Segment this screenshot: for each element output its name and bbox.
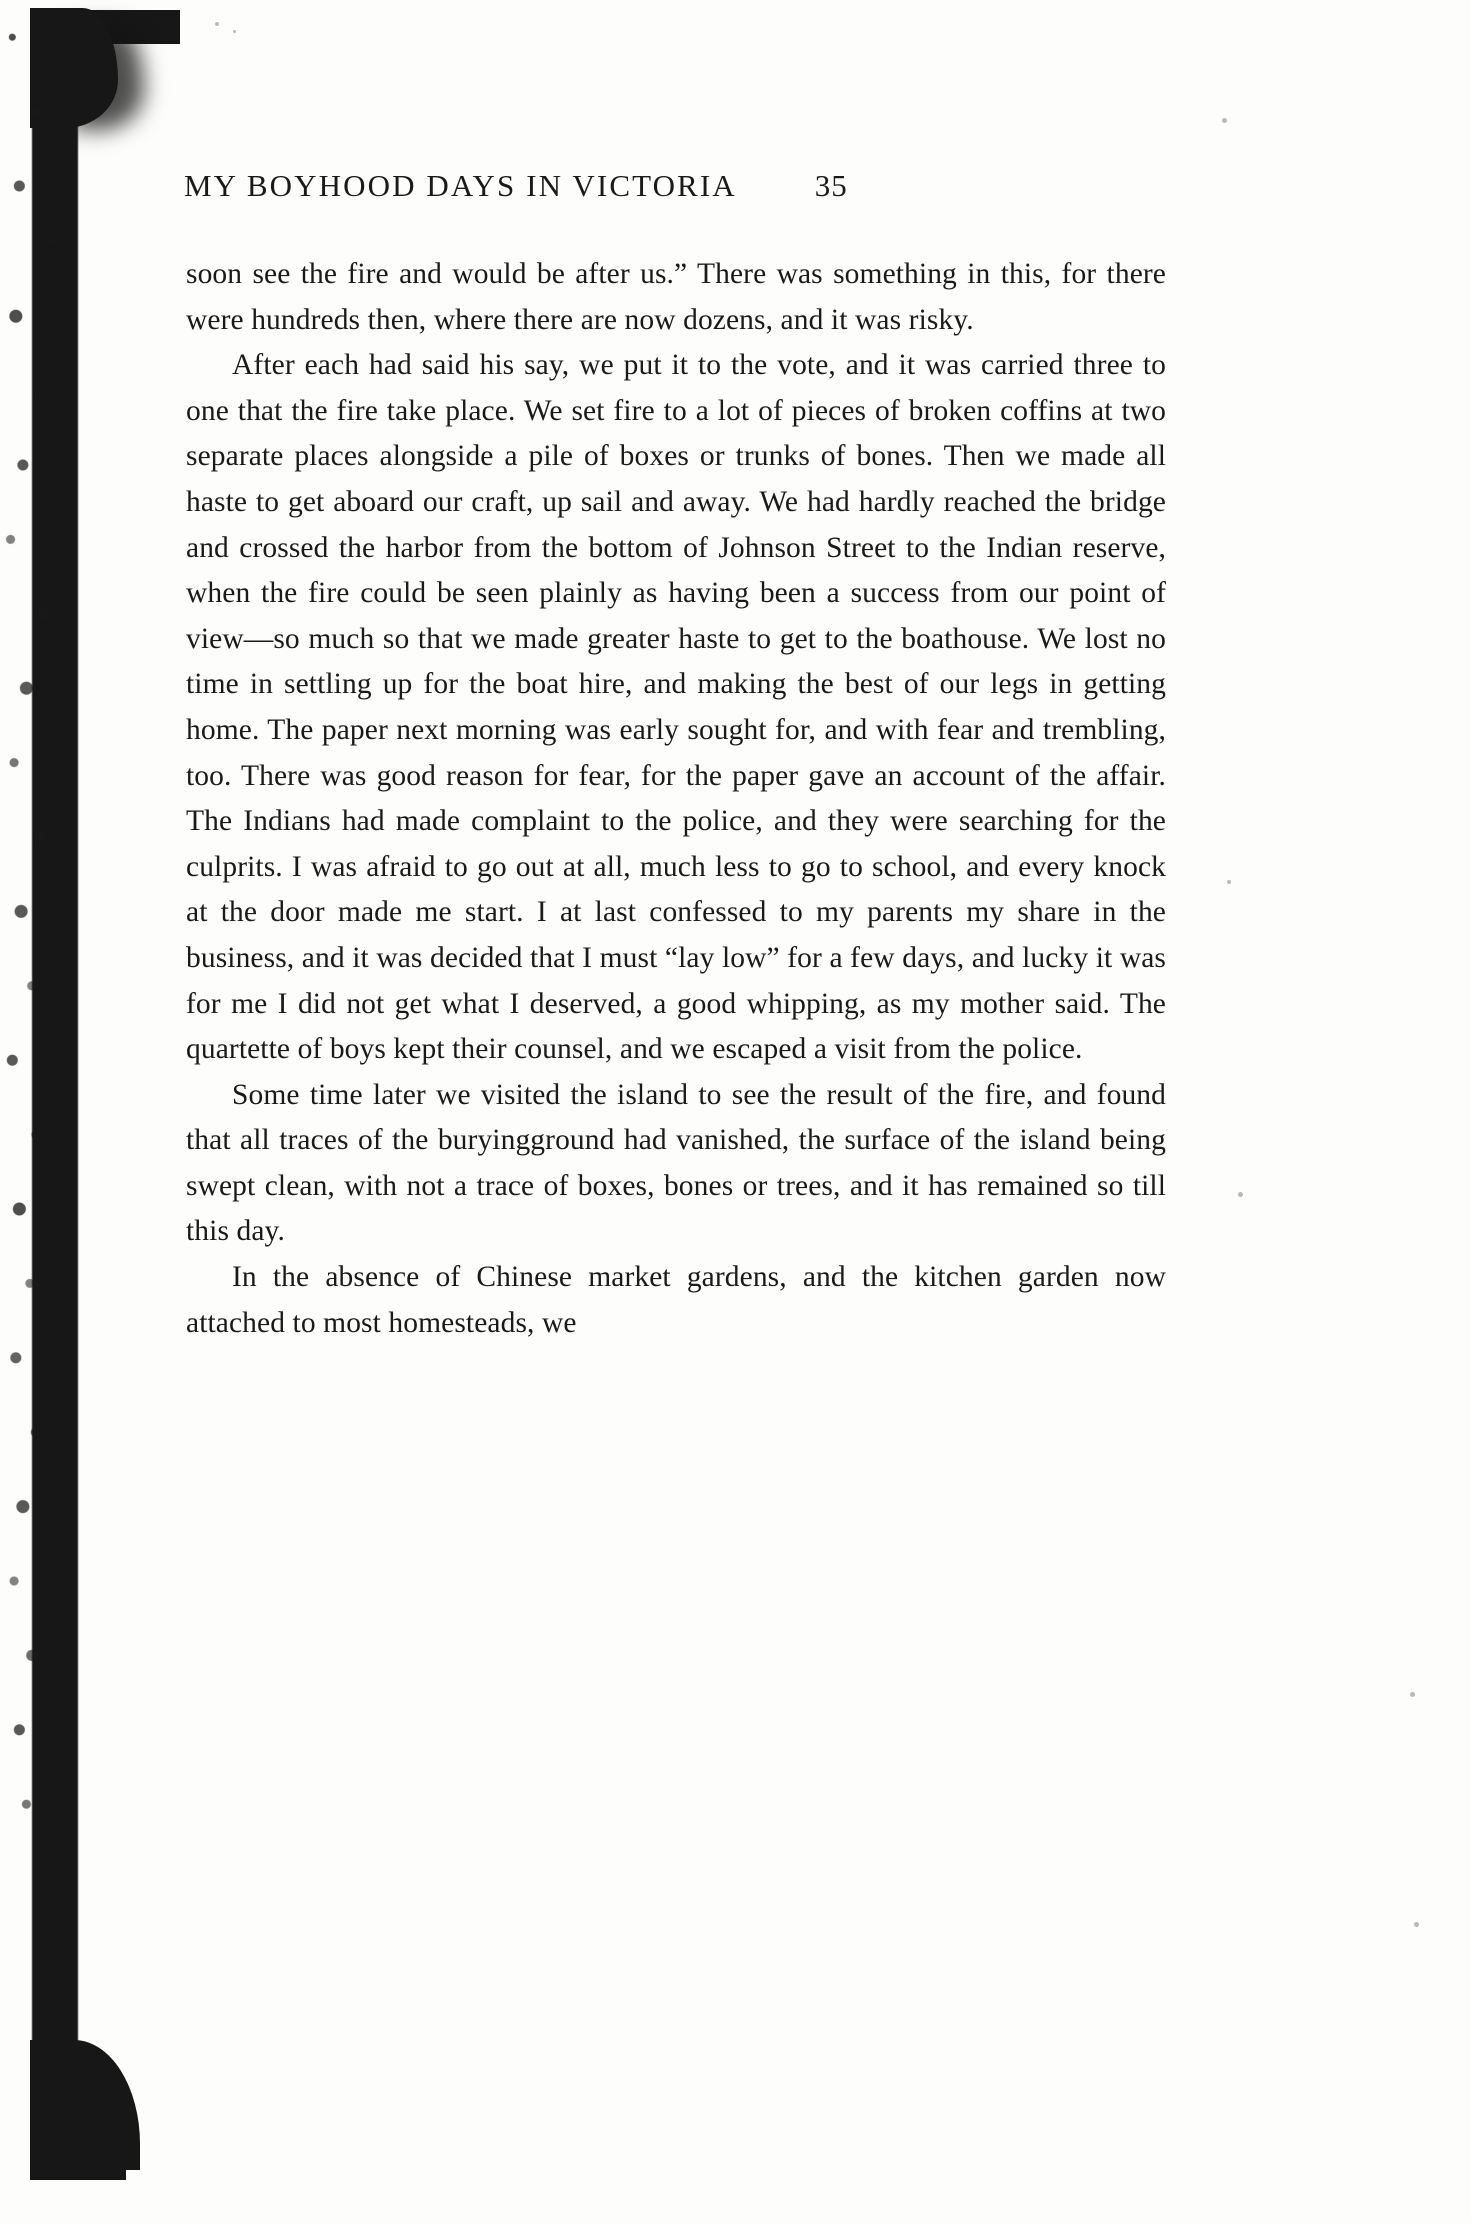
paragraph: In the absence of Chinese market gardens, and the kitchen garden now attached to most homesteads, we bbox=[186, 1261, 1166, 1339]
running-head bbox=[184, 168, 1194, 204]
scan-edge-bottom-bar bbox=[30, 2140, 126, 2180]
paragraph: After each had said his say, we put it to the vote, and it was carried three to one that the fire take place. We set fire to a lot of pieces of broken coffins at two separate places alongside a pile of boxes or trunks of bones. Then we made all haste to get aboard our craft, up sail and away. We had hardly reached the bridge and crossed the harbor from the bottom of Johnson Street to the Indian reserve, when the fire could be seen plainly as having been a success from our point of view—so much so that we made greater haste to get to the boathouse. We lost no time in settling up for the boat hire, and making the best of our legs in getting home. The paper next morning was early sought for, and with fear and trembling, too. There was good reason for fear, for the paper gave an account of the affair. The Indians had made complaint to the police, and they were searching for the culprits. I was afraid to go out at all, much less to go to school, and every knock at the door made me start. I at last confessed to my parents my share in the business, and it was decided that I must “lay low” for a few days, and lucky it was for me I did not get what I deserved, a good whipping, as my mother said. The quartette of boys kept their counsel, and we escaped a visit from the police. bbox=[186, 349, 1166, 1066]
scan-speck bbox=[1227, 880, 1231, 884]
scan-speck bbox=[1410, 1692, 1415, 1697]
body-text bbox=[186, 252, 1166, 1346]
paragraph: soon see the fire and would be after us.” There was something in this, for there were hundreds then, where there are now dozens, and it was risky. bbox=[186, 258, 1166, 336]
scan-edge-bottom-blob bbox=[30, 2040, 140, 2170]
scan-edge-spine bbox=[32, 60, 78, 2050]
scan-speck bbox=[233, 30, 236, 33]
scan-edge-top-blob bbox=[30, 8, 118, 128]
scan-edge-top-bar bbox=[30, 10, 180, 44]
scan-speck bbox=[215, 22, 219, 26]
paragraph: Some time later we visited the island to see the result of the fire, and found that all traces of the buryingground had vanished, the surface of the island being swept clean, with not a trace of boxes, bones or trees, and it has remained so till this day. bbox=[186, 1078, 1166, 1248]
scan-binding-shadow bbox=[0, 0, 175, 2223]
scan-speck bbox=[1238, 1192, 1243, 1197]
scan-speck bbox=[1222, 118, 1227, 123]
page-number: 35 bbox=[814, 168, 848, 203]
page-title: MY BOYHOOD DAYS IN VICTORIA bbox=[184, 168, 737, 203]
scan-edge-speckle bbox=[0, 0, 88, 1860]
scan-speck bbox=[1414, 1922, 1419, 1927]
